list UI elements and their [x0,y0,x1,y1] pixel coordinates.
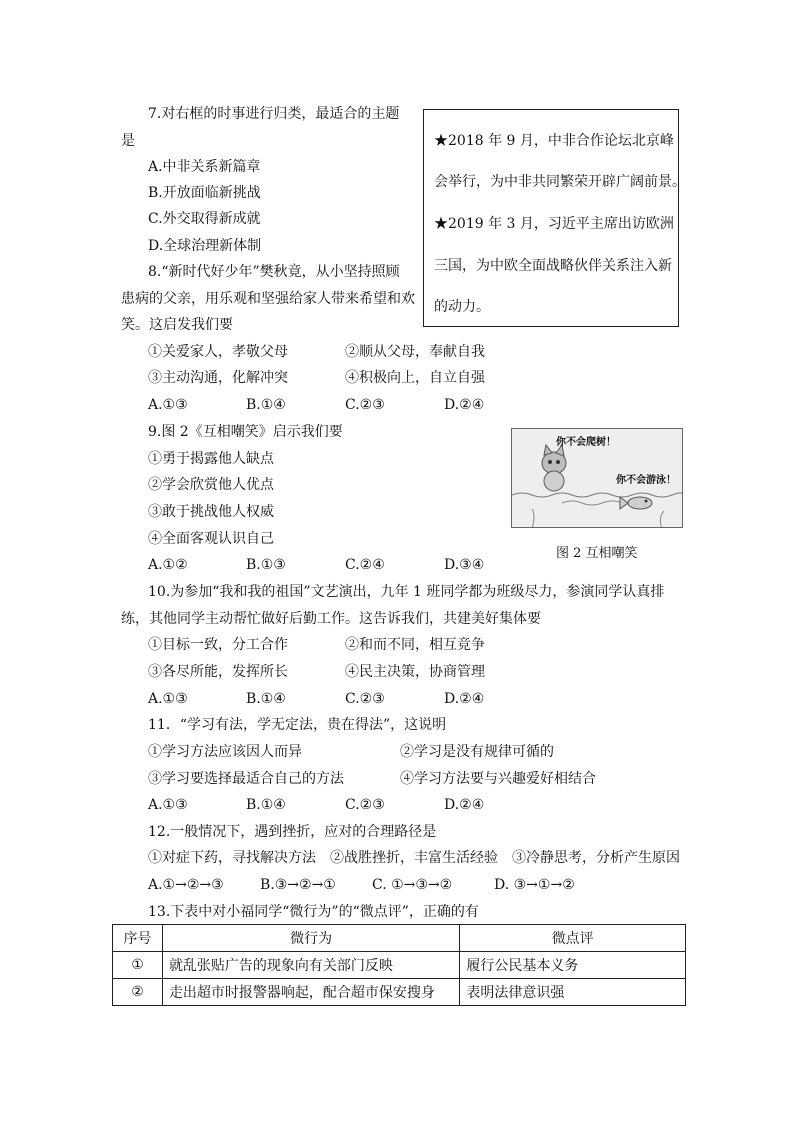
table-header-row [113,925,686,952]
micro-behavior-table [112,924,686,1006]
q9-answer-c: C.②④ [345,557,385,573]
q9-answer-d: D.③④ [444,557,485,573]
q7-option-a: A.中非关系新篇章 [148,159,261,175]
news-box [423,109,686,327]
q10-item-1: ①目标一致，分工合作 [148,637,288,653]
q10-item-3: ③各尽所能，发挥所长 [148,664,288,680]
q11-answer-d: D.②④ [444,797,485,813]
q8-answer-b: B.①④ [246,397,286,413]
q12-answer-b: B.③→②→① [260,877,336,893]
news-line-5: 的动力。 [434,299,490,315]
q12-items: ①对症下药，寻找解决方法 ②战胜挫折，丰富生活经验 ③冷静思考，分析产生原因 [148,850,680,866]
header-behavior: 微行为 [162,925,459,952]
q7-option-d: D.全球治理新体制 [148,238,262,254]
q9-item-3: ③敢于挑战他人权威 [148,504,274,520]
cartoon-speech-cat: 你不会爬树！ [556,437,616,448]
q12-answer-c: C. ①→③→② [372,877,453,893]
row-behavior: 就乱张贴广告的现象向有关部门反映 [162,952,459,979]
q11-item-2: ②学习是没有规律可循的 [400,744,554,760]
q8-answer-d: D.②④ [444,397,485,413]
q10-item-4: ④民主决策，协商管理 [345,664,485,680]
q10-answer-d: D.②④ [444,691,485,707]
q9-item-4: ④全面客观认识自己 [148,531,274,547]
row-comment: 表明法律意识强 [460,979,686,1006]
q10-answer-c: C.②③ [345,691,385,707]
q10-item-2: ②和而不同，相互竞争 [345,637,485,653]
q11-item-4: ④学习方法要与兴趣爱好相结合 [400,771,596,787]
table-row [113,979,686,1006]
q7-option-b: B.开放面临新挑战 [148,185,261,201]
row-comment: 履行公民基本义务 [460,952,686,979]
q7-option-c: C.外交取得新成就 [148,211,261,227]
news-line-1: ★2018 年 9 月，中非合作论坛北京峰 [434,133,674,149]
q11-stem: 11．“学习有法，学无定法，贵在得法”，这说明 [148,717,447,733]
q8-item-1: ①关爱家人，孝敬父母 [148,344,288,360]
row-index: ② [113,979,163,1006]
q11-item-1: ①学习方法应该因人而异 [148,744,302,760]
q12-answer-d: D. ③→①→② [494,877,575,893]
q8-item-3: ③主动沟通，化解冲突 [148,370,288,386]
q11-item-3: ③学习要选择最适合自己的方法 [148,771,344,787]
q9-item-2: ②学会欣赏他人优点 [148,477,274,493]
q9-item-1: ①勇于揭露他人缺点 [148,451,274,467]
row-behavior: 走出超市时报警器响起，配合超市保安搜身 [162,979,459,1006]
q8-stem-3: 笑。这启发我们要 [121,317,233,333]
q8-stem-1: 8.“新时代好少年”樊秋竟，从小坚持照顾 [148,264,400,280]
q10-answer-b: B.①④ [246,691,286,707]
q9-answer-a: A.①② [148,557,188,573]
cartoon-speech-fish: 你不会游泳！ [616,475,676,486]
q12-answer-a: A.①→②→③ [148,877,224,893]
q8-answer-a: A.①③ [148,397,188,413]
q9-stem: 9.图 2《互相嘲笑》启示我们要 [148,424,343,440]
cat-figure [542,445,566,491]
q11-answer-a: A.①③ [148,797,188,813]
q8-item-2: ②顺从父母，奉献自我 [345,344,485,360]
row-index: ① [113,952,163,979]
q9-answer-b: B.①③ [246,557,286,573]
news-line-4: 三国，为中欧全面战略伙伴关系注入新 [434,258,672,274]
q12-stem: 12.一般情况下，遇到挫折，应对的合理路径是 [148,824,437,840]
table-row [113,952,686,979]
header-comment: 微点评 [460,925,686,952]
q8-stem-2: 患病的父亲，用乐观和坚强给家人带来希望和欢 [121,291,415,307]
q11-answer-b: B.①④ [246,797,286,813]
q10-stem-1: 10.为参加“我和我的祖国”文艺演出，九年 1 班同学都为班级尽力，参演同学认真排 [148,584,665,600]
cartoon-image [511,428,683,528]
q8-item-4: ④积极向上，自立自强 [345,370,485,386]
q10-answer-a: A.①③ [148,691,188,707]
q13-stem: 13.下表中对小福同学“微行为”的“微点评”，正确的有 [148,904,479,920]
news-line-3: ★2019 年 3 月，习近平主席出访欧洲 [434,216,674,232]
q7-stem: 7.对右框的时事进行归类，最适合的主题 [148,106,400,122]
news-line-2: 会举行，为中非共同繁荣开辟广阔前景。 [434,174,686,190]
figure-caption: 图 2 互相嘲笑 [556,546,638,561]
q10-stem-2: 练，其他同学主动帮忙做好后勤工作。这告诉我们，共建美好集体要 [121,611,541,627]
header-index: 序号 [113,925,163,952]
q8-answer-c: C.②③ [345,397,385,413]
q11-answer-c: C.②③ [345,797,385,813]
q7-stem-cont: 是 [121,133,135,149]
